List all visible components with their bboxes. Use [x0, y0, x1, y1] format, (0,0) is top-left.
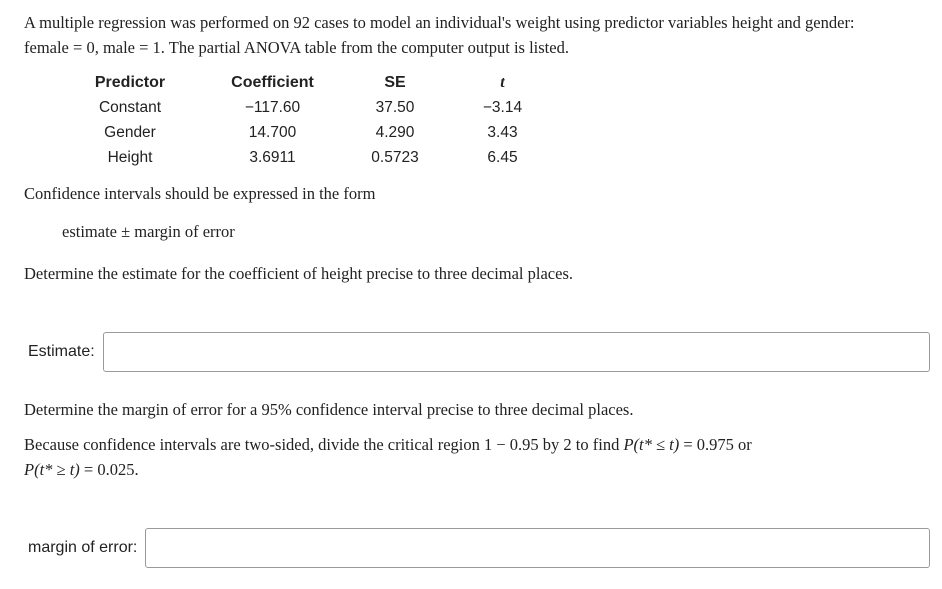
cell-se: 0.5723: [371, 149, 419, 166]
hint-prob-upper: P(t* ≤ t): [623, 435, 680, 454]
anova-table: [60, 70, 560, 170]
hint-text-1: Because confidence intervals are two-sided, divide the critical region 1 − 0.95 by 2 to find: [24, 435, 624, 454]
cell-coefficient: 3.6911: [249, 149, 296, 166]
critical-region-hint: [24, 432, 930, 482]
estimate-row: [24, 331, 930, 373]
intro-line-1: A multiple regression was performed on 92 cases to model an individual's weight using predictor variables height and gender:: [24, 13, 855, 32]
header-t: t: [500, 74, 505, 91]
question-estimate: Determine the estimate for the coefficient of height precise to three decimal places.: [24, 264, 573, 283]
cell-predictor: Constant: [98, 99, 162, 116]
hint-text-2: = 0.975 or: [679, 435, 752, 454]
ci-note: Confidence intervals should be expressed in the form: [24, 184, 376, 203]
cell-t: 6.45: [487, 149, 518, 166]
hint-text-3: = 0.025.: [79, 460, 139, 479]
intro-text: [24, 10, 930, 60]
cell-se: 37.50: [375, 99, 415, 116]
estimate-label: Estimate:: [28, 343, 95, 360]
cell-coefficient: 14.700: [248, 124, 297, 141]
cell-predictor: Height: [107, 149, 153, 166]
question-margin-of-error: Determine the margin of error for a 95% confidence interval precise to three decimal places.: [24, 400, 634, 419]
estimate-input[interactable]: [103, 332, 930, 372]
table-row: [60, 120, 560, 145]
header-se: SE: [384, 74, 406, 91]
ci-form: estimate ± margin of error: [62, 222, 235, 241]
margin-of-error-label: margin of error:: [28, 539, 138, 556]
cell-t: −3.14: [482, 99, 523, 116]
table-row: [60, 95, 560, 120]
intro-line-2: female = 0, male = 1. The partial ANOVA table from the computer output is listed.: [24, 38, 569, 57]
cell-predictor: Gender: [104, 124, 156, 141]
table-row: [60, 145, 560, 170]
cell-se: 4.290: [375, 124, 415, 141]
header-coefficient: Coefficient: [231, 74, 314, 91]
table-header-row: [60, 70, 560, 95]
hint-prob-lower: P(t* ≥ t): [24, 460, 80, 479]
cell-t: 3.43: [487, 124, 518, 141]
margin-of-error-row: [24, 527, 930, 569]
cell-coefficient: −117.60: [244, 99, 301, 116]
margin-of-error-input[interactable]: [145, 528, 930, 568]
header-predictor: Predictor: [94, 74, 166, 91]
